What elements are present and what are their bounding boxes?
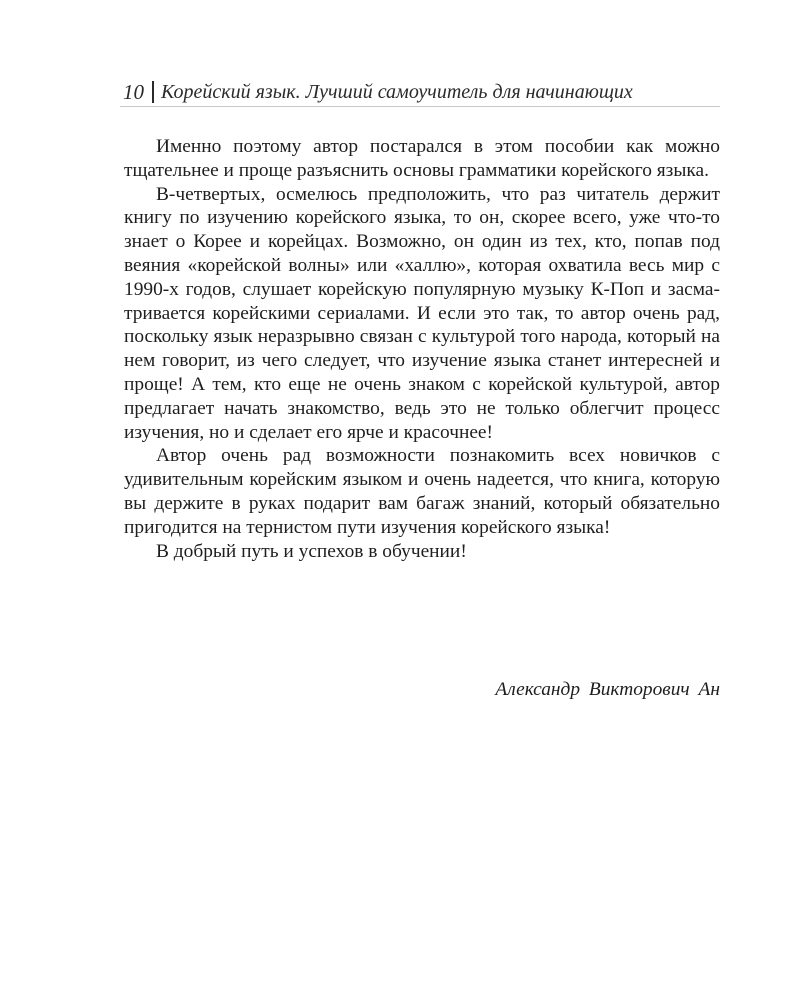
paragraph: Автор очень рад возможности познакомить всех новичков с удивительным корейским языком и очень надеется, что книга, которую вы держите в руках подарит вам багаж знаний, который обязательно пригодится на тернистом пути изучения корейского языка! (124, 445, 720, 538)
paragraph: Именно поэтому автор постарался в этом пособии как можно тщательнее и проще разъяснить основы грамматики корейского языка. (124, 136, 720, 181)
text-body (124, 135, 720, 563)
author-signature: Александр Викторович Ан (495, 679, 720, 700)
header-separator (152, 81, 154, 103)
book-title: Корейский язык. Лучший самоучитель для начинающих (161, 81, 633, 103)
running-header (123, 74, 719, 104)
paragraph: В-четвертых, осмелюсь предположить, что раз читатель держит книгу по изучению корейского языка, то он, скорее всего, уже что-то знает о Корее и корейцах. Возможно, он один из тех, кто, попав под веяния «корейской волны» или «халлю», которая охватила весь мир с 1990-х годов, слушает корейскую популярную музыку К-Поп и засматривается корейскими сериалами. И если это так, то автор очень рад, поскольку язык неразрывно связан с культурой того народа, который на нем говорит, из чего следует, что изучение языка станет интересней и проще! А тем, кто еще не очень знаком с корейской культурой, автор предлагает начать знакомство, ведь это не только облегчит процесс изучения, но и сделает его ярче и красочнее! (124, 183, 720, 443)
header-rule (120, 106, 720, 107)
page-number: 10 (123, 80, 144, 104)
paragraph: В добрый путь и успехов в обучении! (156, 540, 467, 562)
